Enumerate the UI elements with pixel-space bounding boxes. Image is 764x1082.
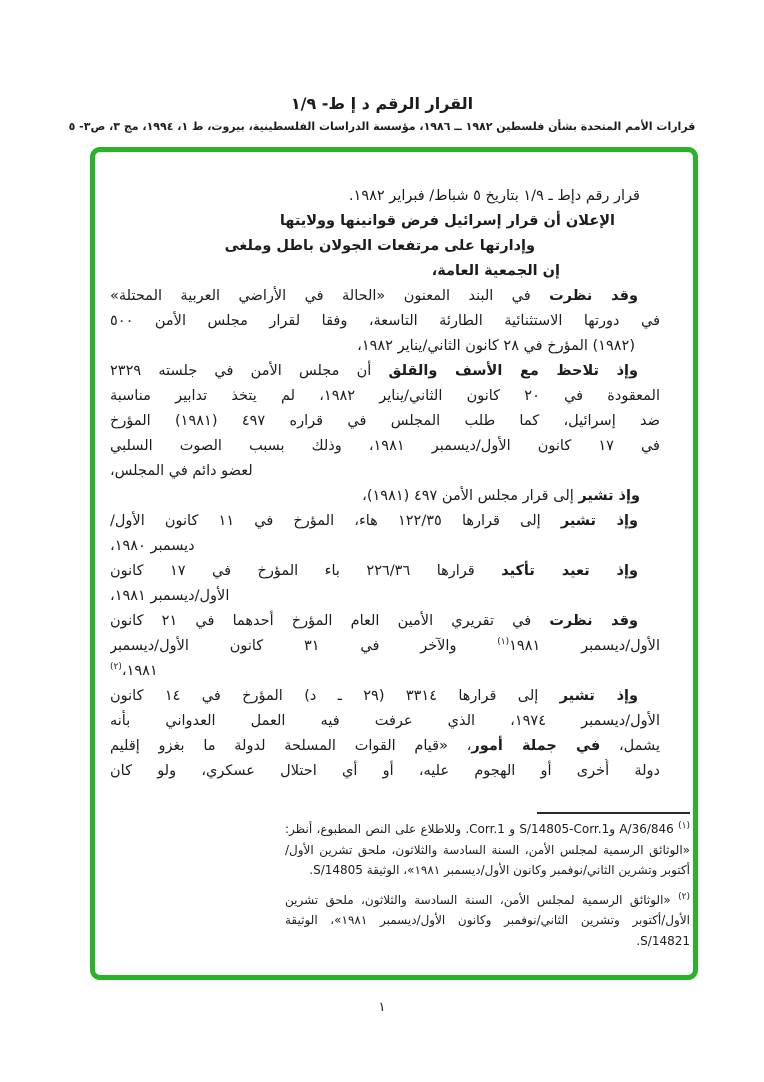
text-segment: المعقودة في ٢٠ كانون الثاني/يناير ١٩٨٢، لم يتخذ تدابير مناسبة <box>110 388 660 404</box>
body-line <box>110 709 660 734</box>
page-title: القرار الرقم د إ ط- ١/٩ <box>290 94 474 113</box>
footnote-text: «الوثائق الرسمية لمجلس الأمن، السنة السادسة والثلاثون، ملحق تشرين الأول/أكتوبر وتشرين الثاني/نوفمبر وكانون الأول/ديسمبر ١٩٨١»، الوثيقة S/14821. <box>285 892 691 948</box>
text-segment: في دورتها الاستثنائية الطارئة التاسعة، وفقا لقرار مجلس الأمن ٥٠٠ <box>110 313 660 329</box>
footnote-ref: (٢) <box>110 662 122 673</box>
text-segment: وإذ تلاحظ مع الأسف والقلق <box>388 363 638 379</box>
text-segment: وإدارتها على مرتفعات الجولان باطل وملغى <box>224 238 535 254</box>
body-line <box>110 184 660 209</box>
text-segment: أن مجلس الأمن في جلسته ٢٣٢٩ <box>110 363 389 379</box>
body-line <box>110 309 660 334</box>
text-segment: الأول/ديسمبر ١٩٧٤، الذي عرفت فيه العمل العدواني بأنه <box>110 713 660 729</box>
text-segment: إلى قرارها ١٢٢/٣٥ هاء، المؤرخ في ١١ كانون الأول/ <box>110 513 561 529</box>
body-line <box>110 234 660 259</box>
text-segment: ، «قيام القوات المسلحة لدولة ما بغزو إقليم <box>110 738 472 754</box>
text-segment: يشمل، <box>600 738 660 754</box>
body-line <box>110 759 660 784</box>
body-line <box>110 284 660 309</box>
body-line <box>110 384 660 409</box>
text-segment: في جملة أمور <box>471 738 601 754</box>
source-citation: قرارات الأمم المتحدة بشأن فلسطين ١٩٨٢ ــ ١٩٨٦، مؤسسة الدراسات الفلسطينية، بيروت، ط ١، ١٩٩٤، مج ٣، ص٣- ٥ <box>68 120 696 133</box>
body-line <box>110 509 660 534</box>
footnote-marker: (١) <box>678 821 690 831</box>
text-segment: والآخر في ٣١ كانون الأول/ديسمبر <box>110 638 498 654</box>
text-segment: (١٩٨٢) المؤرخ في ٢٨ كانون الثاني/يناير ١٩٨٢، <box>357 338 635 354</box>
text-segment: الإعلان أن قرار إسرائيل فرض قوانينها وولايتها <box>279 213 615 229</box>
resolution-body <box>110 184 660 784</box>
text-segment: وقد نظرت <box>549 613 639 629</box>
body-line <box>110 659 660 684</box>
body-line <box>110 459 660 484</box>
body-line <box>110 634 660 659</box>
text-segment: لعضو دائم في المجلس، <box>110 463 253 479</box>
footnote-item <box>285 890 690 952</box>
body-line <box>110 259 660 284</box>
body-line <box>110 409 660 434</box>
body-line <box>110 684 660 709</box>
body-line <box>110 734 660 759</box>
text-segment: قرار رقم دإط ـ ١/٩ بتاريخ ٥ شباط/ فبراير ١٩٨٢. <box>348 188 640 204</box>
text-segment: في البند المعنون «الحالة في الأراضي العربية المحتلة» <box>110 288 550 304</box>
body-line <box>110 334 660 359</box>
footnote-divider <box>537 812 690 814</box>
text-segment: الأول/ديسمبر ١٩٨١، <box>110 588 230 604</box>
text-segment: ١٩٨١، <box>121 663 158 679</box>
footnote-marker: (٢) <box>678 891 690 902</box>
text-segment: وإذ تشير <box>560 513 638 529</box>
body-line <box>110 559 660 584</box>
body-line <box>110 609 660 634</box>
body-line <box>110 484 660 509</box>
body-line <box>110 534 660 559</box>
text-segment: ضد إسرائيل، كما طلب المجلس في قراره ٤٩٧ (١٩٨١) المؤرخ <box>110 413 660 429</box>
body-line <box>110 209 660 234</box>
footnote-item <box>285 819 690 881</box>
text-segment: ديسمبر ١٩٨٠، <box>110 538 195 554</box>
footnote-text: A/36/846 وS/14805-Corr.1 و Corr.1. وللاطلاع على النص المطبوع، أنظر: «الوثائق الرسمية لمجلس الأمن، السنة السادسة والثلاثون، ملحق تشرين الأول/أكتوبر وتشرين الثاني/نوفمبر وكانون الأول/ديسمبر ١٩٨١»، الوثيقة S/14805. <box>285 822 690 877</box>
footnote-ref: (١) <box>497 637 510 648</box>
text-segment: قرارها ٢٢٦/٣٦ باء المؤرخ في ١٧ كانون <box>110 563 502 579</box>
text-segment: دولة أُخرى أو الهجوم عليه، أو أي احتلال عسكري، ولو كان <box>110 763 660 779</box>
body-line <box>110 434 660 459</box>
text-segment: وإذ تشير <box>559 688 638 704</box>
text-segment: وإذ تشير <box>578 488 640 504</box>
text-segment: في ١٧ كانون الأول/ديسمبر ١٩٨١، وذلك بسبب الصوت السلبي <box>110 438 660 454</box>
page-number: ١ <box>378 1000 386 1015</box>
text-segment: وقد نظرت <box>549 288 638 304</box>
text-segment: في تقريري الأمين العام المؤرخ أحدهما في ٢١ كانون <box>110 613 550 629</box>
text-segment: الأول/ديسمبر ١٩٨١ <box>509 638 660 654</box>
text-segment: وإذ تعيد تأكيد <box>501 563 638 579</box>
footnotes <box>285 819 690 960</box>
text-segment: إلى قرارها ٣٣١٤ (٢٩ ـ د) المؤرخ في ١٤ كانون <box>110 688 560 704</box>
body-line <box>110 584 660 609</box>
body-line <box>110 359 660 384</box>
text-segment: إن الجمعية العامة، <box>431 263 560 279</box>
text-segment: إلى قرار مجلس الأمن ٤٩٧ (١٩٨١)، <box>362 488 579 504</box>
